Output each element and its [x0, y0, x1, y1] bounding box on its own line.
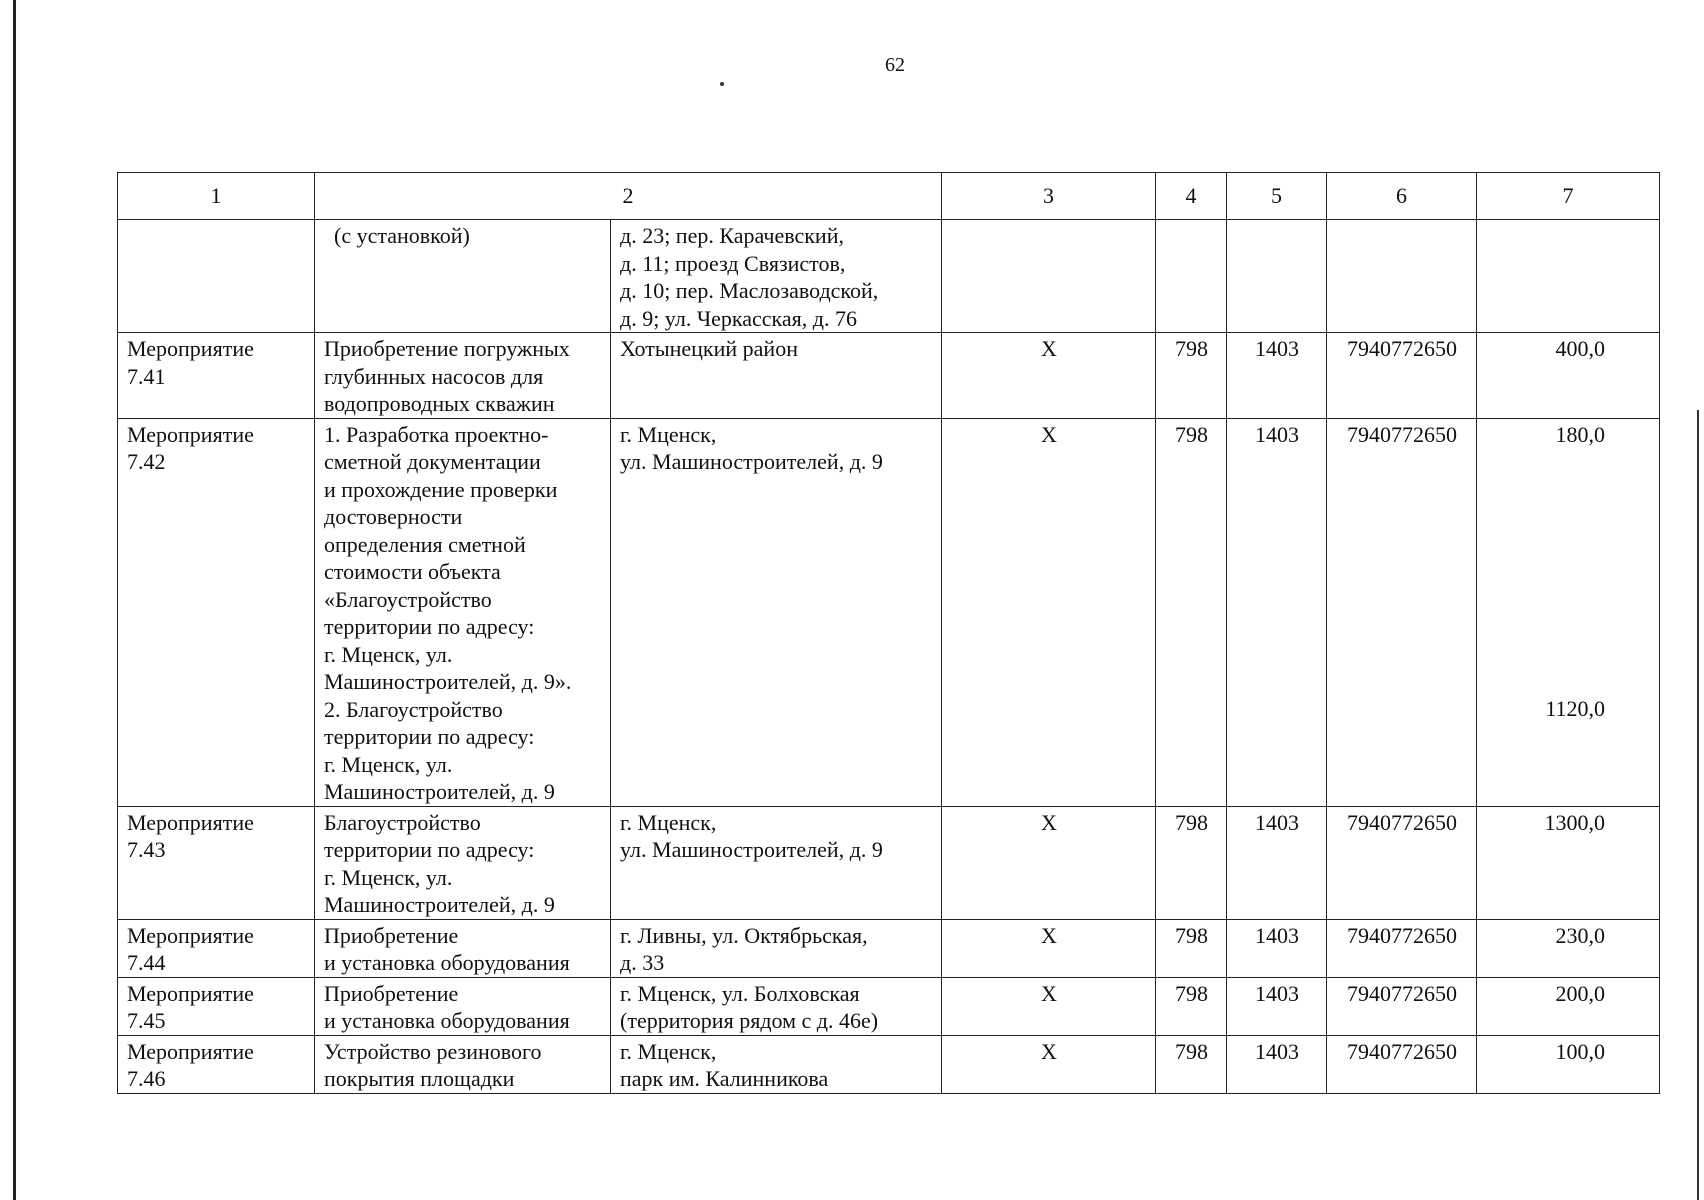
- measure-name-cell-line: Приобретение погружных: [324, 336, 570, 361]
- table-row: [118, 919, 1660, 977]
- amount-cell: [1477, 333, 1660, 419]
- measure-name-cell-line: Приобретение: [324, 980, 459, 1006]
- measure-name-cell: [315, 1035, 611, 1093]
- measure-name-cell-line: 1. Разработка проектно-: [324, 421, 549, 447]
- col6-cell: 7940772650: [1327, 806, 1477, 919]
- amount-value: 400,0: [1555, 336, 1605, 361]
- continuation-row: [118, 220, 1660, 333]
- measure-id-cell-line: Мероприятие: [127, 809, 254, 835]
- measure-id-cell-line: Мероприятие: [127, 1038, 254, 1064]
- cont-name-line: (с установкой): [334, 223, 470, 248]
- amount-cell: [1477, 418, 1660, 806]
- measure-name-cell-line: г. Мценск, ул.: [324, 864, 453, 890]
- col5-cell: 1403: [1227, 806, 1327, 919]
- measure-name-cell-line: «Благоустройство: [324, 586, 492, 612]
- measure-id-cell-line: 7.46: [127, 1066, 166, 1091]
- cont-empty-cell: [1156, 220, 1227, 333]
- header-cell-7: 7: [1477, 173, 1660, 220]
- measure-id-cell-line: 7.42: [127, 449, 166, 474]
- measure-name-cell: [315, 806, 611, 919]
- measure-name-cell-line: стоимости объекта: [324, 559, 501, 584]
- measure-name-cell-line: Машиностроителей, д. 9: [324, 779, 555, 804]
- amount-cell: [1477, 977, 1660, 1035]
- header-cell-4: 4: [1156, 173, 1227, 220]
- amount-value: 230,0: [1555, 922, 1605, 948]
- col5-cell: 1403: [1227, 977, 1327, 1035]
- measure-id-cell: [118, 806, 315, 919]
- col3-cell: Х: [942, 418, 1156, 806]
- measure-id-cell-line: Мероприятие: [127, 922, 254, 948]
- measure-name-cell-line: территории по адресу:: [324, 837, 535, 862]
- col6-cell: 7940772650: [1327, 1035, 1477, 1093]
- address-cell-line: Хотынецкий район: [620, 336, 798, 361]
- col5-cell: 1403: [1227, 1035, 1327, 1093]
- cont-empty-cell: [1327, 220, 1477, 333]
- address-cell: [611, 977, 942, 1035]
- measure-name-cell-line: Машиностроителей, д. 9».: [324, 669, 572, 694]
- measure-id-cell: [118, 1035, 315, 1093]
- col4-cell: 798: [1156, 919, 1227, 977]
- amount-value: 1300,0: [1544, 809, 1605, 835]
- address-cell-line: г. Мценск, ул. Болховская: [620, 980, 860, 1006]
- address-cell-line: (территория рядом с д. 46е): [620, 1008, 879, 1033]
- header-cell-6: 6: [1327, 173, 1477, 220]
- scan-speck: [720, 82, 724, 86]
- measure-name-cell-line: и установка оборудования: [324, 1008, 570, 1033]
- col4-cell: 798: [1156, 977, 1227, 1035]
- measure-name-cell-line: глубинных насосов для: [324, 363, 544, 389]
- header-row: [118, 173, 1660, 220]
- cont-address-line: д. 11; проезд Связистов,: [620, 250, 846, 276]
- col5-cell: 1403: [1227, 418, 1327, 806]
- address-cell-line: г. Мценск,: [620, 809, 717, 835]
- budget-table: [117, 172, 1660, 1094]
- measure-id-cell-line: Мероприятие: [127, 336, 254, 361]
- amount-value: 100,0: [1555, 1038, 1605, 1064]
- table-row: [118, 1035, 1660, 1093]
- measure-name-cell: [315, 977, 611, 1035]
- measure-id-cell-line: 7.44: [127, 950, 166, 975]
- scan-right-margin-line: [1697, 410, 1699, 1200]
- address-cell-line: г. Мценск,: [620, 421, 717, 447]
- col4-cell: 798: [1156, 333, 1227, 419]
- amount-value: 180,0: [1555, 421, 1605, 447]
- address-cell-line: д. 33: [620, 950, 665, 975]
- header-cell-5: 5: [1227, 173, 1327, 220]
- col3-cell: Х: [942, 333, 1156, 419]
- measure-name-cell-line: определения сметной: [324, 531, 526, 557]
- measure-id-cell-line: Мероприятие: [127, 421, 254, 447]
- measure-id-cell: [118, 919, 315, 977]
- col6-cell: 7940772650: [1327, 418, 1477, 806]
- col3-cell: Х: [942, 1035, 1156, 1093]
- cont-empty-cell: [1227, 220, 1327, 333]
- col4-cell: 798: [1156, 806, 1227, 919]
- address-cell: [611, 333, 942, 419]
- measure-name-cell-line: покрытия площадки: [324, 1066, 515, 1091]
- measure-name-cell-line: 2. Благоустройство: [324, 696, 503, 722]
- col4-cell: 798: [1156, 418, 1227, 806]
- measure-name-cell-line: Благоустройство: [324, 809, 481, 835]
- measure-id-cell-line: 7.45: [127, 1008, 166, 1033]
- measure-name-cell-line: территории по адресу:: [324, 724, 535, 749]
- measure-id-cell: [118, 418, 315, 806]
- measure-name-cell-line: территории по адресу:: [324, 614, 535, 639]
- address-cell-line: г. Ливны, ул. Октябрьская,: [620, 922, 868, 948]
- measure-name-cell-line: и установка оборудования: [324, 950, 570, 975]
- table-row: [118, 806, 1660, 919]
- col6-cell: 7940772650: [1327, 333, 1477, 419]
- col3-cell: Х: [942, 919, 1156, 977]
- col5-cell: 1403: [1227, 333, 1327, 419]
- address-cell-line: ул. Машиностроителей, д. 9: [620, 837, 883, 862]
- measure-name-cell-line: водопроводных скважин: [324, 391, 555, 416]
- address-cell: [611, 919, 942, 977]
- header-cell-2: 2: [315, 173, 942, 220]
- col3-cell: Х: [942, 977, 1156, 1035]
- address-cell-line: парк им. Калинникова: [620, 1066, 829, 1091]
- measure-id-cell-line: 7.43: [127, 837, 166, 862]
- scan-left-margin-line: [13, 0, 16, 1200]
- measure-name-cell-line: г. Мценск, ул.: [324, 641, 453, 667]
- cont-address-line: д. 10; пер. Маслозаводской,: [620, 278, 879, 303]
- col6-cell: 7940772650: [1327, 977, 1477, 1035]
- address-cell: [611, 1035, 942, 1093]
- col6-cell: 7940772650: [1327, 919, 1477, 977]
- cont-empty-cell: [1477, 220, 1660, 333]
- measure-name-cell-line: Устройство резинового: [324, 1038, 542, 1064]
- measure-name-cell-line: достоверности: [324, 504, 463, 529]
- amount-cell: [1477, 1035, 1660, 1093]
- col3-cell: Х: [942, 806, 1156, 919]
- measure-id-cell: [118, 333, 315, 419]
- measure-id-cell: [118, 977, 315, 1035]
- address-cell-line: г. Мценск,: [620, 1038, 717, 1064]
- measure-name-cell: [315, 418, 611, 806]
- measure-name-cell: [315, 333, 611, 419]
- header-cell-1: 1: [118, 173, 315, 220]
- table-row: [118, 977, 1660, 1035]
- measure-name-cell: [315, 919, 611, 977]
- amount-value: 200,0: [1555, 980, 1605, 1006]
- measure-name-cell-line: Машиностроителей, д. 9: [324, 892, 555, 917]
- table-row: [118, 333, 1660, 419]
- measure-name-cell-line: г. Мценск, ул.: [324, 751, 453, 777]
- cont-id-cell: [118, 220, 315, 333]
- col4-cell: 798: [1156, 1035, 1227, 1093]
- measure-name-cell-line: Приобретение: [324, 922, 459, 948]
- table-row: [118, 418, 1660, 806]
- measure-id-cell-line: Мероприятие: [127, 980, 254, 1006]
- col5-cell: 1403: [1227, 919, 1327, 977]
- amount-cell: [1477, 806, 1660, 919]
- address-cell-line: ул. Машиностроителей, д. 9: [620, 449, 883, 474]
- address-cell: [611, 806, 942, 919]
- cont-name-cell: [315, 220, 611, 333]
- measure-id-cell-line: 7.41: [127, 363, 166, 389]
- amount-cell: [1477, 919, 1660, 977]
- amount-value: 1120,0: [1545, 696, 1605, 721]
- measure-name-cell-line: и прохождение проверки: [324, 476, 558, 502]
- cont-address-line: д. 23; пер. Карачевский,: [620, 223, 844, 248]
- cont-address-cell: [611, 220, 942, 333]
- cont-empty-cell: [942, 220, 1156, 333]
- address-cell: [611, 418, 942, 806]
- cont-address-line: д. 9; ул. Черкасская, д. 76: [620, 305, 857, 331]
- measure-name-cell-line: сметной документации: [324, 449, 541, 474]
- header-cell-3: 3: [942, 173, 1156, 220]
- page-number: 62: [885, 54, 905, 76]
